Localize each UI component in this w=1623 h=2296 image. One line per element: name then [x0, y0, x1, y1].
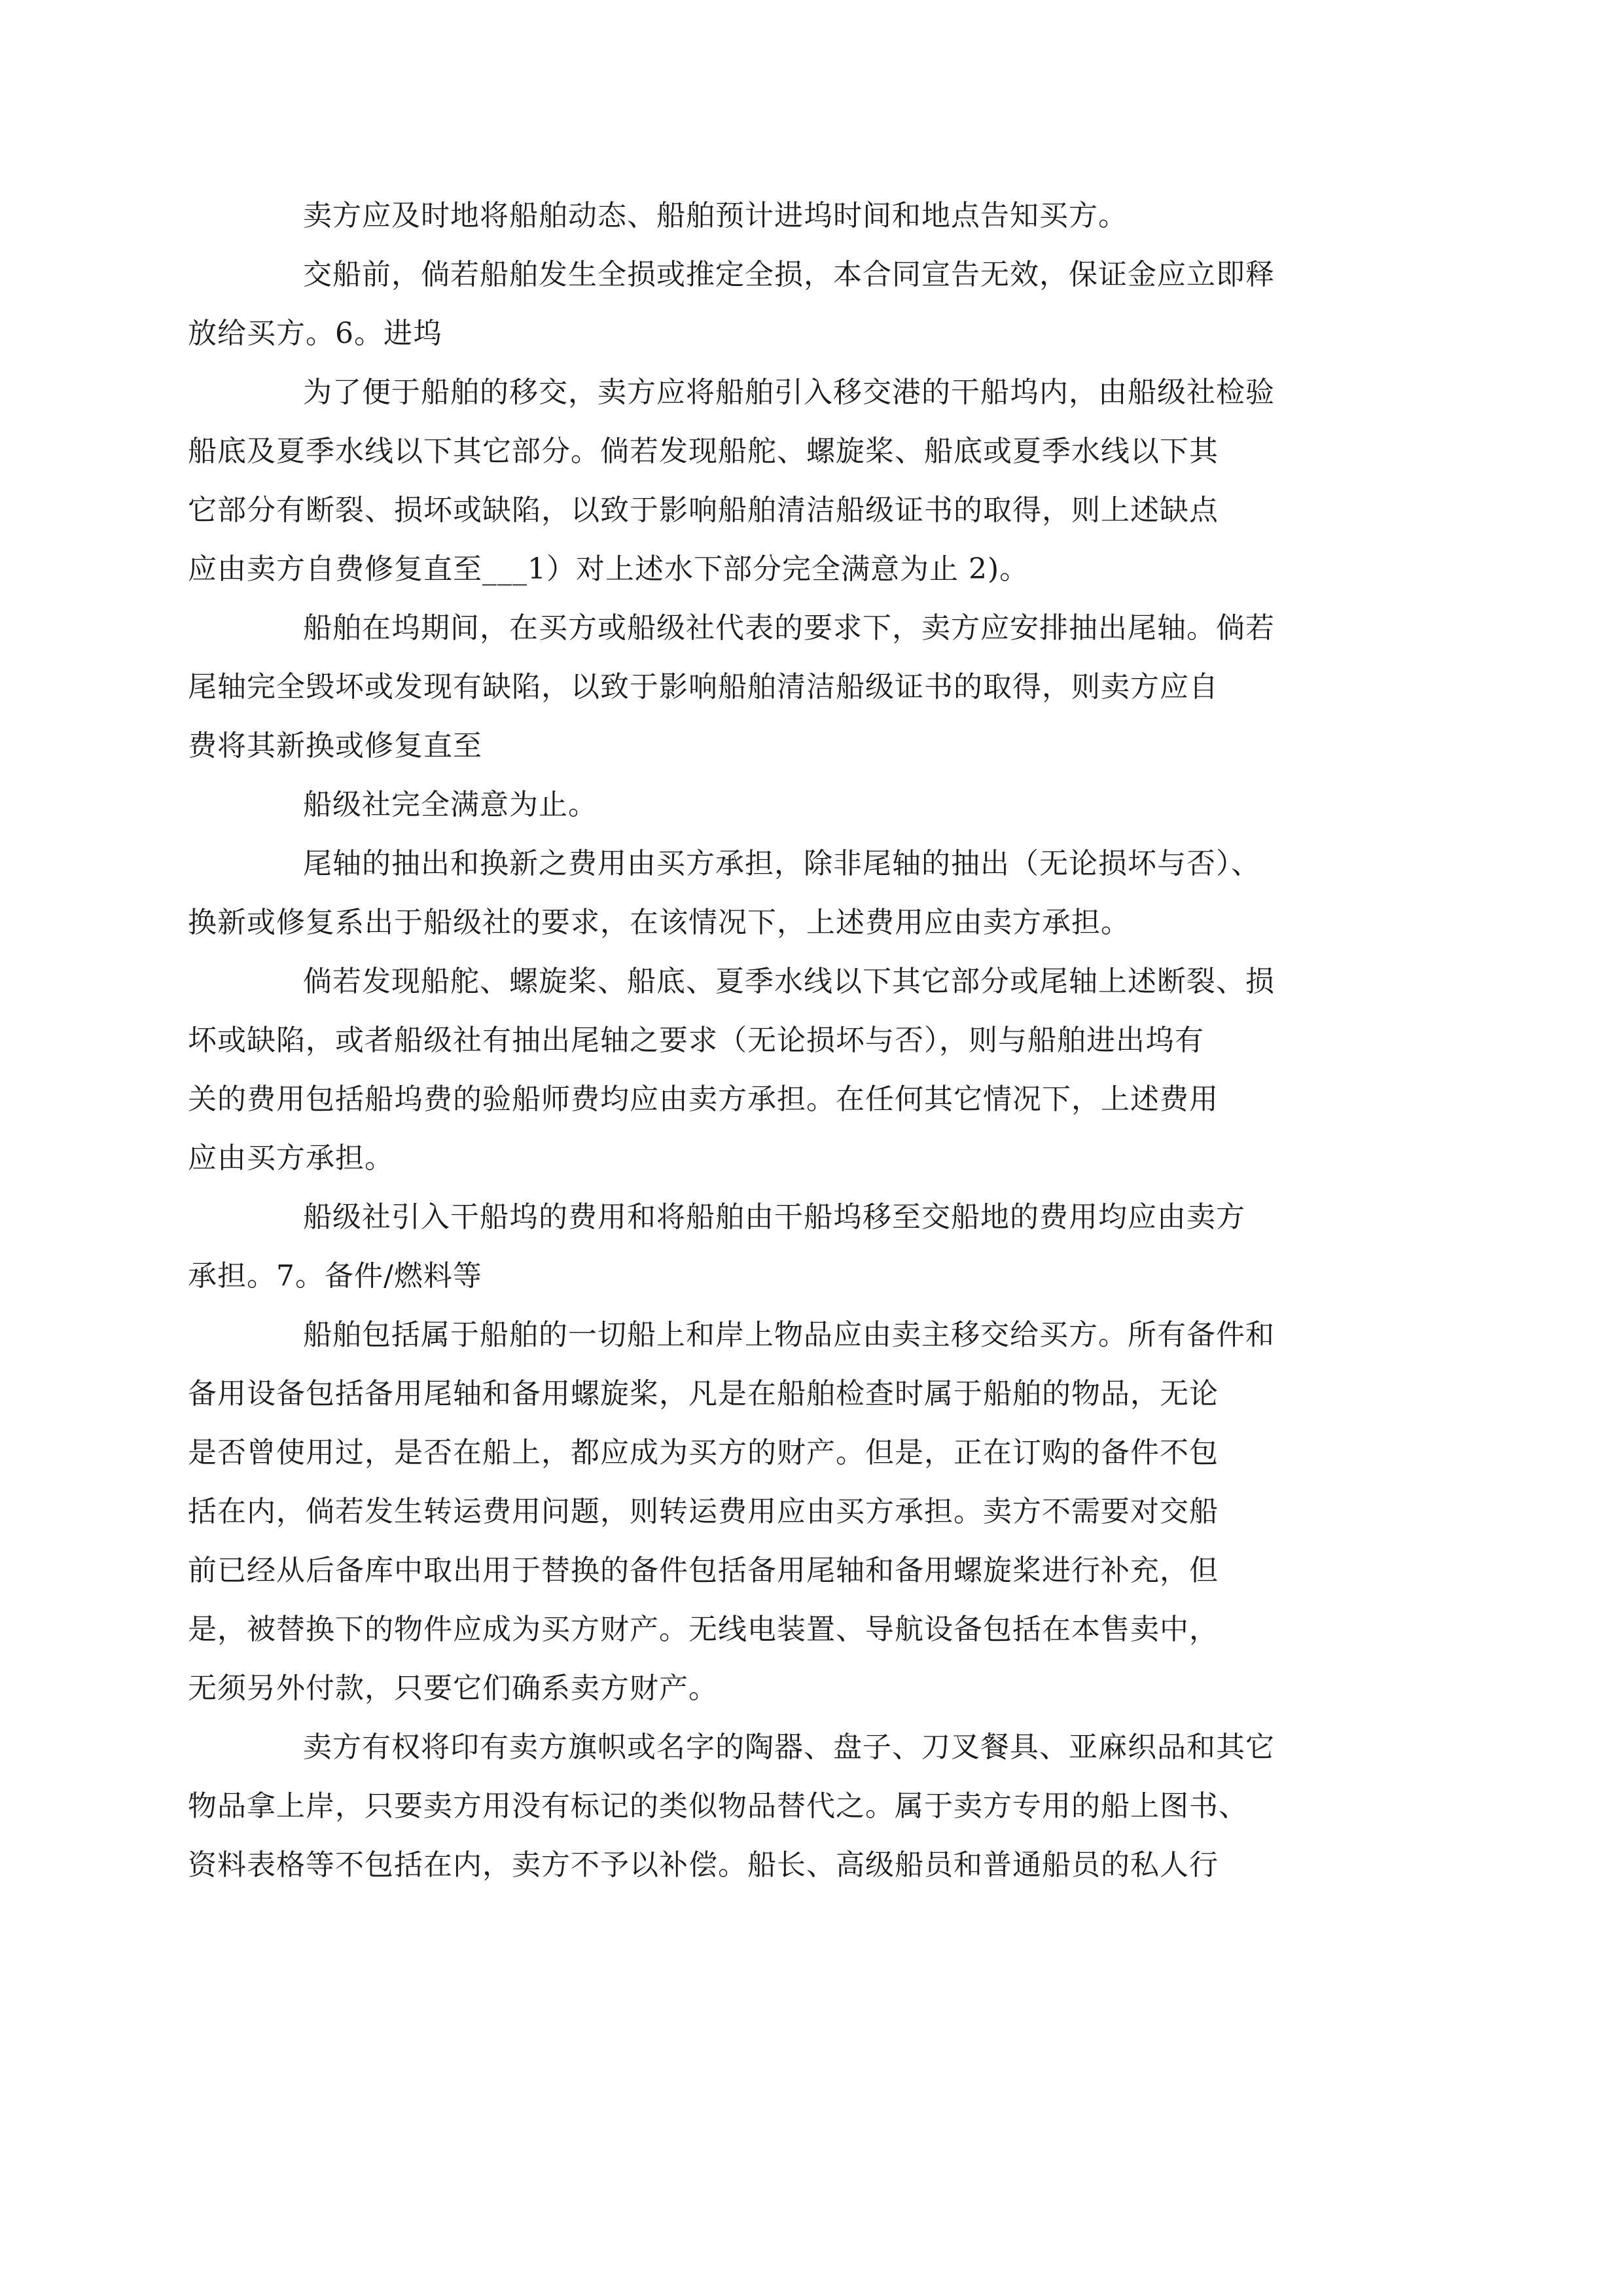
- text-line: 括在内，倘若发生转运费用问题，则转运费用应由买方承担。卖方不需要对交船: [188, 1495, 1219, 1528]
- text-line: 是否曾使用过，是否在船上，都应成为买方的财产。但是，正在订购的备件不包: [188, 1436, 1219, 1469]
- text-line: 坏或缺陷，或者船级社有抽出尾轴之要求（无论损坏与否），则与船舶进出坞有: [188, 1024, 1204, 1057]
- paragraph-drydocking: [188, 363, 1397, 599]
- paragraph-notice-docking: [245, 187, 1397, 245]
- text-line: 船级社引入干船坞的费用和将船舶由干船坞移至交船地的费用均应由卖方: [303, 1200, 1245, 1234]
- text-line: 应由买方承担。: [188, 1141, 394, 1175]
- paragraph-seller-items: [188, 1718, 1397, 1895]
- text-line: 卖方应及时地将船舶动态、船舶预计进坞时间和地点告知买方。: [303, 199, 1128, 232]
- text-line: 交船前，倘若船舶发生全损或推定全损，本合同宣告无效，保证金应立即释: [303, 258, 1275, 291]
- text-line: 船舶包括属于船舶的一切船上和岸上物品应由卖主移交给买方。所有备件和: [303, 1318, 1275, 1352]
- text-line: 船底及夏季水线以下其它部分。倘若发现船舵、螺旋桨、船底或夏季水线以下其: [188, 435, 1219, 468]
- text-line: 放给买方。6。进坞: [188, 317, 442, 350]
- text-line: 承担。7。备件/燃料等: [188, 1259, 482, 1293]
- text-line: 前已经从后备库中取出用于替换的备件包括备用尾轴和备用螺旋桨进行补充，但: [188, 1554, 1219, 1587]
- text-line: 倘若发现船舵、螺旋桨、船底、夏季水线以下其它部分或尾轴上述断裂、损: [303, 965, 1275, 998]
- text-line: 应由卖方自费修复直至___1）对上述水下部分完全满意为止 2)。: [188, 552, 1029, 586]
- text-line: 资料表格等不包括在内，卖方不予以补偿。船长、高级船员和普通船员的私人行: [188, 1848, 1219, 1882]
- text-line: 是，被替换下的物件应成为买方财产。无线电装置、导航设备包括在本售卖中，: [188, 1613, 1219, 1646]
- text-line: 尾轴的抽出和换新之费用由买方承担，除非尾轴的抽出（无论损坏与否）、: [303, 847, 1260, 880]
- text-line: 换新或修复系出于船级社的要求，在该情况下，上述费用应由卖方承担。: [188, 906, 1130, 939]
- text-line: 物品拿上岸，只要卖方用没有标记的类似物品替代之。属于卖方专用的船上图书、: [188, 1789, 1248, 1823]
- paragraph-tailshaft-costs: [188, 834, 1397, 952]
- text-line: 尾轴完全毁坏或发现有缺陷，以致于影响船舶清洁船级证书的取得，则卖方应自: [188, 670, 1219, 704]
- text-line: 卖方有权将印有卖方旗帜或名字的陶器、盘子、刀叉餐具、亚麻织品和其它: [303, 1731, 1275, 1764]
- text-line: 船舶在坞期间，在买方或船级社代表的要求下，卖方应安排抽出尾轴。倘若: [303, 611, 1275, 645]
- text-line: 费将其新换或修复直至: [188, 729, 482, 762]
- paragraph-spares: [188, 1306, 1397, 1718]
- text-line: 为了便于船舶的移交，卖方应将船舶引入移交港的干船坞内，由船级社检验: [303, 376, 1275, 409]
- paragraph-drydock-transfer: [188, 1188, 1397, 1306]
- paragraph-defect-costs: [188, 952, 1397, 1188]
- text-line: 关的费用包括船坞费的验船师费均应由卖方承担。在任何其它情况下，上述费用: [188, 1083, 1219, 1116]
- paragraph-total-loss: [188, 245, 1397, 363]
- text-line: 它部分有断裂、损坏或缺陷，以致于影响船舶清洁船级证书的取得，则上述缺点: [188, 493, 1219, 527]
- text-line: 备用设备包括备用尾轴和备用螺旋桨，凡是在船舶检查时属于船舶的物品，无论: [188, 1377, 1219, 1410]
- document-body: [188, 187, 1397, 1895]
- paragraph-tailshaft: [188, 599, 1397, 776]
- text-line: 无须另外付款，只要它们确系卖方财产。: [188, 1672, 718, 1705]
- text-line: 船级社完全满意为止。: [303, 788, 597, 821]
- paragraph-class-satisfied: [245, 776, 1397, 834]
